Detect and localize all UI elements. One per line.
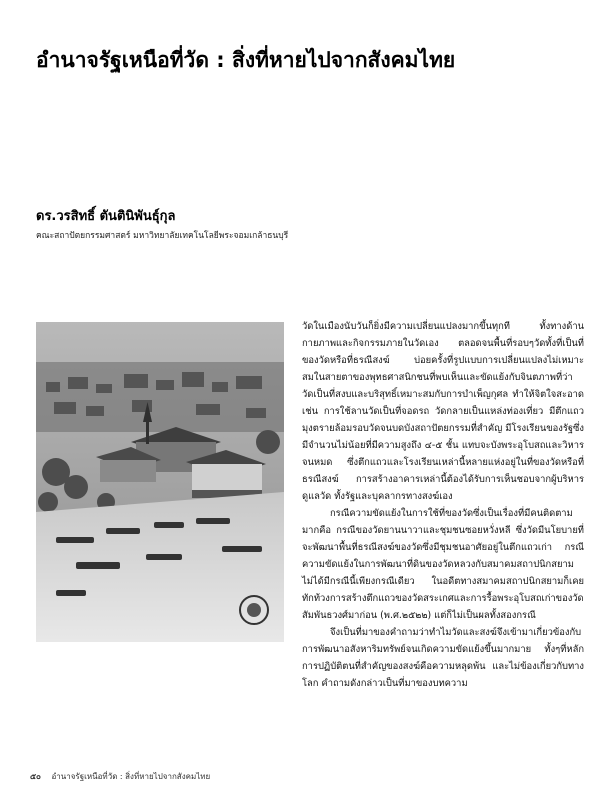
page-number: ๕๐ [30, 772, 41, 781]
article-title: อำนาจรัฐเหนือที่วัด : สิ่งที่หายไปจากสังคมไทย [36, 48, 456, 72]
author-name: ดร.วรสิทธิ์ ตันตินิพันธุ์กุล [36, 209, 176, 224]
paragraph-3: จึงเป็นที่มาของคำถามว่าทำไมวัดและสงฆ์จึงเข้ามาเกี่ยวข้องกับการพัฒนาอสังหาริมทรัพย์จนเกิดความขัดแย้งขึ้นมากมาย ทั้งๆที่หลักการปฏิบัติตนที่สำคัญของสงฆ์คือความหลุดพ้น และไม่ข้องเกี่ยวกับทางโลก คำถามดังกล่าวเป็นที่มาของบทความ [302, 627, 584, 689]
historic-aerial-photo-icon [36, 322, 284, 642]
paragraph-1: วัดในเมืองนับวันก็ยิ่งมีความเปลี่ยนแปลงมากขึ้นทุกที ทั้งทางด้านกายภาพและกิจกรรมภายในวัดเอง ตลอดจนพื้นที่รอบๆวัดทั้งที่เป็นที่ของวัดหรือที่ธรณีสงฆ์ บ่อยครั้งที่รูปแบบการเปลี่ยนแปลงไม่เหมาะสมในสายตาของพุทธศาสนิกชนที่พบเห็นและขัดแย้งกับจินตภาพที่ว่าวัดเป็นที่สงบและบริสุทธิ์เหมาะสมกับการบำเพ็ญกุศล ทำให้จิตใจสะอาด เช่น การใช้ลานวัดเป็นที่จอดรถ วัดกลายเป็นแหล่งท่องเที่ยว มีตึกแถวมุงตรายล้อมรอบวัดจนบดบังสถาปัตยกรรมที่สำคัญ มีโรงเรียนของรัฐซึ่งมีจำนวนไม่น้อยที่มีความสูงถึง ๔-๕ ชั้น แทบจะบังพระอุโบสถและวิหารจนหมด ซึ่งตึกแถวและโรงเรียนเหล่านี้หลายแห่งอยู่ในที่ของวัดหรือที่ธรณีสงฆ์ การสร้างอาคารเหล่านี้ต้องได้รับการเห็นชอบจากผู้บริหารดูแลวัด ทั้งรัฐและบุคลากรทางสงฆ์เอง [302, 321, 584, 502]
author-affiliation: คณะสถาปัตยกรรมศาสตร์ มหาวิทยาลัยเทคโนโลยีพระจอมเกล้าธนบุรี [36, 231, 289, 241]
historic-aerial-photo [36, 322, 284, 642]
page-footer [30, 770, 210, 783]
running-title: อำนาจรัฐเหนือที่วัด : สิ่งที่หายไปจากสังคมไทย [51, 772, 211, 781]
article-body [302, 318, 584, 692]
paragraph-2: กรณีความขัดแย้งในการใช้ที่ของวัดซึ่งเป็นเรื่องที่มีคนติดตามมากคือ กรณีของวัดยานนาวาและชุมชนซอยหวั่งหลี ซึ่งวัดมีนโยบายที่จะพัฒนาพื้นที่ธรณีสงฆ์ของวัดซึ่งมีชุมชนอาศัยอยู่ในตึกแถวเก่า กรณีความขัดแย้งในการพัฒนาที่ดินของวัดหลวงกับสมาคมสถาปนิกสยามไม่ได้มีกรณีนี้เพียงกรณีเดียว ในอดีตทางสมาคมสถาปนิกสยามก็เคยทักท้วงการสร้างตึกแถวของวัดสระเกศและการรื้อพระอุโบสถเก่าของวัดสัมพันธวงศ์มาก่อน (พ.ศ.๒๕๒๒) แต่ก็ไม่เป็นผลทั้งสองกรณี [302, 508, 584, 621]
